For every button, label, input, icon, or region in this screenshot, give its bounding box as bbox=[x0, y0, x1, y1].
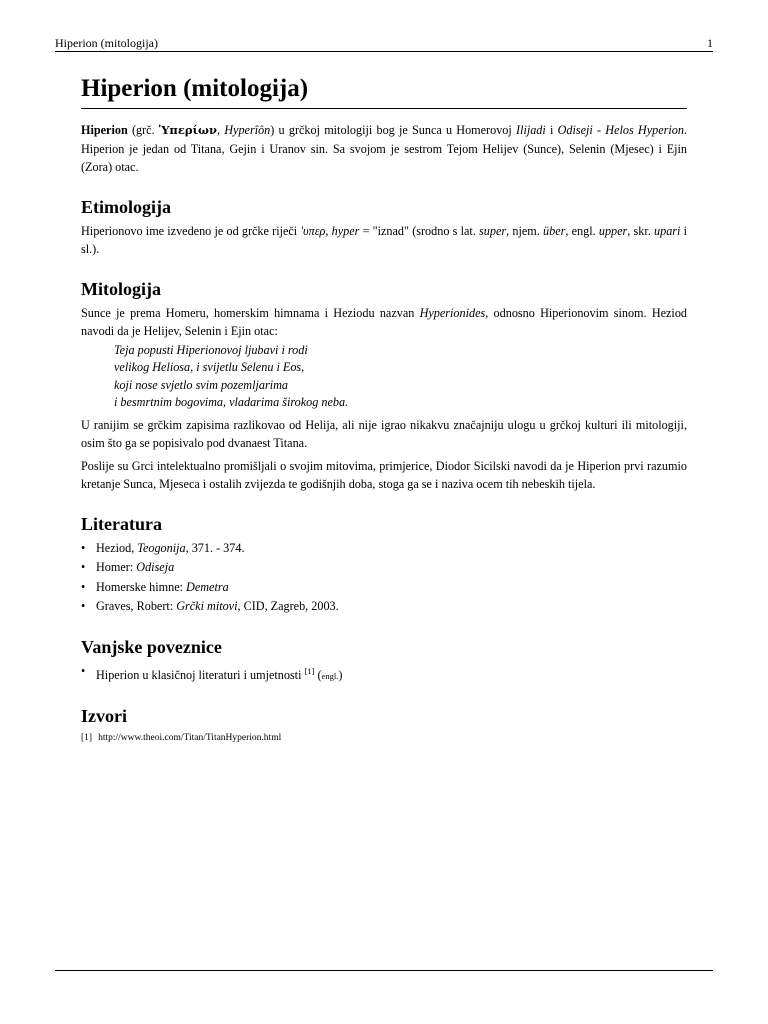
paren: ( bbox=[314, 667, 322, 682]
footnote-ref[interactable]: [1] bbox=[304, 665, 315, 676]
poem-line: velikog Heliosa, i svijetlu Selenu i Eos, bbox=[114, 360, 305, 374]
bullet: • bbox=[81, 599, 86, 613]
external-links-list bbox=[81, 662, 687, 687]
language-tag: engl. bbox=[321, 670, 339, 681]
footer-rule bbox=[55, 970, 713, 971]
section-mythology bbox=[81, 278, 687, 494]
poem-line: i besmrtnim bogovima, vladarima širokog neba. bbox=[114, 395, 349, 409]
greek-name: Ὑπερίων bbox=[158, 123, 217, 137]
bullet: • bbox=[81, 540, 86, 555]
list-item bbox=[81, 578, 687, 598]
intro-paragraph bbox=[81, 121, 687, 177]
item-text: Graves, Robert: bbox=[96, 599, 177, 613]
external-link[interactable]: Hiperion u klasičnoj literaturi i umjetnosti bbox=[96, 667, 302, 682]
list-item bbox=[81, 662, 687, 687]
bullet: • bbox=[81, 579, 86, 594]
heading-mythology: Mitologija bbox=[81, 278, 161, 299]
term-upari: upari bbox=[654, 223, 681, 238]
intro-text: i bbox=[545, 123, 558, 137]
literature-list bbox=[81, 539, 687, 617]
poem-quote bbox=[114, 342, 687, 412]
heading-literature: Literatura bbox=[81, 513, 162, 534]
list-item bbox=[81, 558, 687, 578]
item-text: , 371. - 374. bbox=[185, 540, 245, 555]
item-text: Homerske himne: bbox=[96, 579, 187, 594]
running-title: Hiperion (mitologija) bbox=[55, 36, 158, 50]
term-super: super bbox=[479, 223, 507, 238]
reference-item bbox=[81, 731, 687, 745]
section-external-links bbox=[81, 636, 687, 687]
page-number: 1 bbox=[707, 36, 713, 50]
intro-text: , bbox=[216, 123, 225, 137]
poem-line: koji nose svjetlo svim pozemljarima bbox=[114, 377, 288, 392]
page-title: Hiperion (mitologija) bbox=[81, 74, 687, 109]
mythology-paragraph-1 bbox=[81, 304, 687, 341]
reference-url[interactable]: http://www.theoi.com/Titan/TitanHyperion.html bbox=[98, 733, 282, 743]
article-body bbox=[81, 74, 687, 745]
heading-external-links: Vanjske poveznice bbox=[81, 636, 222, 657]
etymology-paragraph bbox=[81, 222, 687, 259]
etym-text: Hiperionovo ime izvedeno je od grčke riječi bbox=[81, 223, 301, 238]
term-hyper: hyper bbox=[331, 223, 360, 238]
myth-text: Sunce je prema Homeru, homerskim himnama i Heziodu nazvan bbox=[81, 305, 420, 320]
etym-text: , njem. bbox=[506, 223, 543, 238]
intro-text: ) u grčkoj mitologiji bog je Sunca u Homerovoj bbox=[270, 123, 516, 137]
section-etymology bbox=[81, 196, 687, 259]
intro-text: . Hiperion je jedan od Titana, Gejin i Uranov sin. Sa svojom je sestrom Tejom Helijev (Sunce), Selenin (Mjesec) i Ejin (Zora) otac. bbox=[81, 123, 688, 174]
item-title: Teogonija bbox=[137, 540, 186, 555]
item-title: Demetra bbox=[186, 579, 229, 594]
reference-number: [1] bbox=[81, 733, 93, 743]
section-sources bbox=[81, 705, 687, 745]
section-literature bbox=[81, 513, 687, 617]
item-title: Grčki mitovi bbox=[176, 599, 238, 613]
item-title: Odiseja bbox=[136, 560, 175, 574]
header-rule bbox=[55, 51, 713, 52]
item-text: Heziod, bbox=[96, 540, 138, 555]
bullet: • bbox=[81, 663, 86, 678]
term-uber: über bbox=[543, 223, 566, 238]
intro-name: Hiperion bbox=[81, 123, 128, 137]
item-text: , CID, Zagreb, 2003. bbox=[237, 599, 339, 613]
heading-sources: Izvori bbox=[81, 706, 127, 726]
term-upper: upper bbox=[598, 223, 628, 238]
odyssey-link[interactable]: Odiseji - Helos Hyperion bbox=[557, 123, 684, 137]
etym-text: , skr. bbox=[627, 223, 655, 238]
myth-text: , odnosno Hiperionovim sinom. Heziod navodi da je Helijev, Selenin i Ejin otac: bbox=[81, 305, 688, 338]
greek-word: 'υπερ bbox=[300, 223, 326, 238]
paren: ) bbox=[338, 667, 343, 682]
list-item bbox=[81, 597, 687, 617]
etym-text: i sl.). bbox=[81, 223, 688, 256]
list-item bbox=[81, 539, 687, 559]
mythology-paragraph-3: Poslije su Grci intelektualno promišljali o svojim mitovima, primjerice, Diodor Sicilski navodi da je Hiperion prvi razumio kretanje Sunca, Mjeseca i ostalih zvijezda te godišnjih doba, stoga ga se i naziva ocem tih nebeskih tijela. bbox=[81, 458, 687, 491]
etym-text: , bbox=[325, 223, 332, 238]
poem-line: Teja popusti Hiperionovoj ljubavi i rodi bbox=[114, 342, 308, 357]
iliad-link[interactable]: Ilijadi bbox=[516, 123, 546, 137]
transliteration: Hyperîôn bbox=[224, 123, 271, 137]
term-hyperionides: Hyperionides bbox=[419, 305, 486, 320]
intro-text: (grč. bbox=[127, 123, 159, 137]
etym-text: , engl. bbox=[565, 223, 599, 238]
mythology-paragraph-2: U ranijim se grčkim zapisima razlikovao od Helija, ali nije igrao nikakvu značajniju ulogu u grčkoj kulturi ili mitologiji, osim što ga se popisivalo pod dvanaest Titana. bbox=[81, 417, 687, 450]
etym-text: = "iznad" (srodno s lat. bbox=[359, 223, 480, 238]
heading-etymology: Etimologija bbox=[81, 196, 171, 217]
bullet: • bbox=[81, 560, 86, 574]
item-text: Homer: bbox=[96, 560, 137, 574]
